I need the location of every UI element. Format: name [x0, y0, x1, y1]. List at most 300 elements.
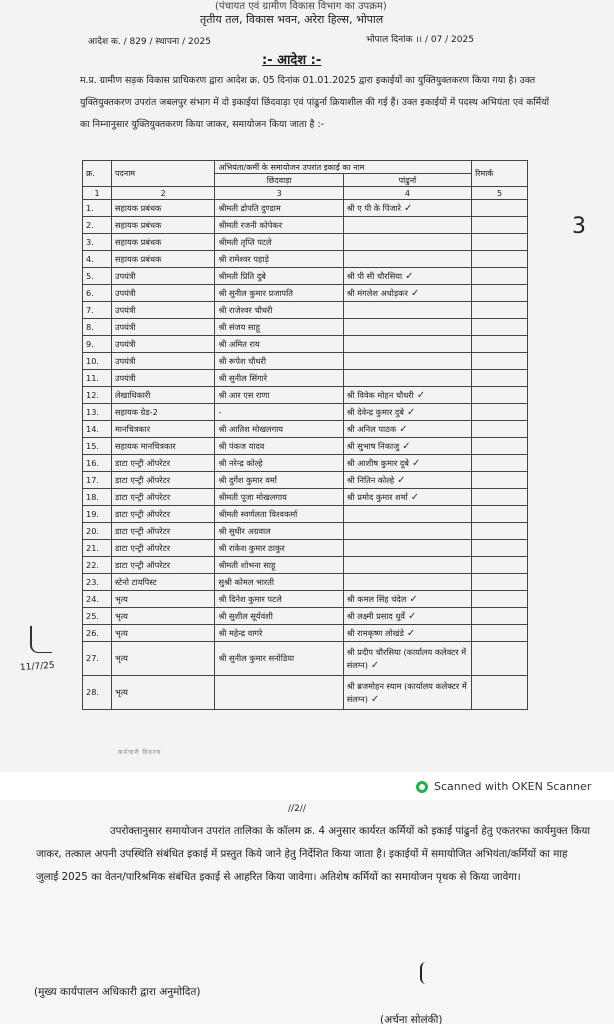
- row-unit-a-text: श्री सुधीर अग्रवाल: [218, 525, 271, 536]
- row-sn-text: 4.: [86, 253, 94, 264]
- row-unit-b: [343, 421, 471, 438]
- row-unit-a: [215, 387, 343, 404]
- row-sn: [83, 251, 112, 268]
- row-post: [111, 523, 214, 540]
- col-header-unit-b: पांढुर्ना: [343, 174, 471, 187]
- page2-paragraph: उपरोक्तानुसार समायोजन उपरांत तालिका के कॉलम क्र. 4 अनुसार कार्यरत कर्मियों को इकाई पांढुर्ना हेतु एकतरफा कार्यमुक्त किया जाकर, तत्काल अपनी उपस्थिति संबंधित इकाई में प्रस्तुत किये जाने हेतु निर्देशित किया जाता है। इकाईयों में समायोजित अभियंता/कर्मियों का माह जुलाई 2025 का वेतन/पारिश्रमिक संबंधित इकाई से आहरित किया जावेगा। अतिशेष कर्मियों का समायोजन पृथक से किया जावेगा।: [36, 825, 591, 883]
- row-unit-b-text: श्री ब्रजमोहन स्याम (कार्यालय कलेक्टर में संलग्न): [346, 680, 467, 704]
- row-post: [111, 574, 214, 591]
- row-post-text: सहायक प्रबंधक: [114, 236, 162, 247]
- row-post-text: सहायक प्रबंधक: [114, 253, 162, 264]
- row-unit-a: [215, 676, 343, 710]
- row-sn: [83, 574, 112, 591]
- row-remarks: [472, 489, 528, 506]
- row-post-text: डाटा एन्ट्री ऑपरेटर: [114, 491, 171, 502]
- row-sn: [83, 353, 112, 370]
- row-post: [111, 421, 214, 438]
- row-post-text: उपयंत्री: [114, 287, 136, 298]
- row-unit-b: [343, 268, 471, 285]
- row-sn: [83, 676, 112, 710]
- table-row: [83, 591, 528, 608]
- row-sn-text: 19.: [86, 508, 100, 519]
- table-row: [83, 438, 528, 455]
- row-unit-a: [215, 506, 343, 523]
- row-unit-a-text: श्री राजेश्वर चौधरी: [218, 304, 273, 315]
- row-sn-text: 18.: [86, 491, 100, 502]
- row-unit-b: [343, 387, 471, 404]
- row-post: [111, 625, 214, 642]
- row-post-text: सहायक ग्रेड-2: [114, 406, 158, 417]
- row-remarks: [472, 387, 528, 404]
- table-row: [83, 404, 528, 421]
- row-unit-a-text: सुश्री कोमल भारती: [218, 576, 274, 587]
- row-unit-a: [215, 268, 343, 285]
- row-sn: [83, 404, 112, 421]
- table-row: [83, 234, 528, 251]
- row-unit-b-text: श्री मंगलेश अधोड़कर: [346, 287, 408, 298]
- row-unit-a-text: श्रीमती पूजा मोखलगाय: [218, 491, 287, 502]
- row-unit-b: [343, 472, 471, 489]
- row-post: [111, 319, 214, 336]
- row-unit-a-text: श्री आर एस राणा: [218, 389, 270, 400]
- row-remarks: [472, 319, 528, 336]
- row-sn-text: 12.: [86, 389, 100, 400]
- row-unit-a: [215, 574, 343, 591]
- row-sn-text: 11.: [86, 372, 100, 383]
- row-post: [111, 217, 214, 234]
- row-post: [111, 676, 214, 710]
- row-sn: [83, 540, 112, 557]
- check-mark-icon: ✓: [416, 389, 426, 401]
- row-unit-a-text: श्री सुनील कुमार सनोडिया: [218, 653, 295, 663]
- row-unit-b-text: श्री लक्ष्मी प्रसाद धुर्वे: [346, 610, 405, 621]
- row-sn-text: 14.: [86, 423, 100, 434]
- row-remarks: [472, 251, 528, 268]
- check-mark-icon: ✓: [410, 491, 420, 503]
- row-unit-b: [343, 608, 471, 625]
- row-sn: [83, 557, 112, 574]
- row-sn: [83, 302, 112, 319]
- table-row: [83, 370, 528, 387]
- row-unit-a-text: श्री अमित राय: [218, 338, 260, 349]
- row-unit-b-text: श्री नितिन कोल्हे: [346, 474, 395, 485]
- table-row: [83, 523, 528, 540]
- row-remarks: [472, 608, 528, 625]
- row-sn-text: 6.: [86, 287, 94, 298]
- row-unit-b: [343, 319, 471, 336]
- row-post-text: स्टेनो टायपिस्ट: [114, 576, 157, 587]
- table-row: [83, 217, 528, 234]
- row-unit-b-text: श्री अनिल पाठक: [346, 423, 397, 434]
- row-unit-b: [343, 506, 471, 523]
- row-unit-a: [215, 472, 343, 489]
- row-unit-a: [215, 353, 343, 370]
- col-header-post: पदनाम: [111, 161, 214, 187]
- row-unit-a: [215, 438, 343, 455]
- row-sn-text: 1.: [86, 202, 94, 213]
- row-sn-text: 21.: [86, 542, 100, 553]
- row-remarks: [472, 200, 528, 217]
- row-unit-a-text: -: [218, 406, 222, 417]
- row-post-text: लेखाधिकारी: [114, 389, 151, 400]
- row-unit-a: [215, 557, 343, 574]
- row-sn-text: 24.: [86, 593, 100, 604]
- row-remarks: [472, 574, 528, 591]
- row-unit-a: [215, 251, 343, 268]
- row-post-text: भृत्य: [114, 593, 128, 604]
- check-mark-icon: ✓: [411, 457, 421, 469]
- check-mark-icon: ✓: [406, 627, 416, 639]
- row-unit-b-text: श्री पी सी चौरसिया: [346, 270, 403, 281]
- row-unit-a: [215, 625, 343, 642]
- table-row: [83, 302, 528, 319]
- row-sn-text: 28.: [86, 687, 100, 697]
- row-unit-b: [343, 200, 471, 217]
- row-sn: [83, 200, 112, 217]
- col-number: 3: [215, 187, 343, 200]
- col-header-sn: क्र.: [83, 161, 112, 187]
- col-header-group: अभियंता/कर्मी के समायोजन उपरांत इकाई का नाम: [215, 161, 472, 174]
- row-unit-a-text: श्री सुनील कुमार प्रजापति: [218, 287, 293, 298]
- row-post-text: उपयंत्री: [114, 270, 136, 281]
- row-post: [111, 370, 214, 387]
- row-sn: [83, 438, 112, 455]
- row-sn: [83, 285, 112, 302]
- scanner-label: Scanned with OKEN Scanner: [434, 780, 592, 793]
- row-unit-b: [343, 370, 471, 387]
- row-remarks: [472, 302, 528, 319]
- row-sn-text: 17.: [86, 474, 100, 485]
- row-sn-text: 23.: [86, 576, 100, 587]
- row-sn: [83, 455, 112, 472]
- row-unit-a: [215, 302, 343, 319]
- row-post: [111, 251, 214, 268]
- row-unit-b: [343, 455, 471, 472]
- row-unit-a: [215, 489, 343, 506]
- row-unit-b: [343, 336, 471, 353]
- row-remarks: [472, 455, 528, 472]
- col-number: 5: [472, 187, 528, 200]
- row-sn-text: 22.: [86, 559, 100, 570]
- left-margin-marks: [0, 90, 12, 490]
- row-unit-b: [343, 234, 471, 251]
- row-sn: [83, 489, 112, 506]
- row-sn: [83, 387, 112, 404]
- row-unit-b: [343, 285, 471, 302]
- table-row: [83, 642, 528, 676]
- row-post-text: भृत्य: [114, 610, 128, 621]
- table-row: [83, 489, 528, 506]
- row-post: [111, 506, 214, 523]
- row-unit-b-text: श्री ए पी के पिंजारे: [346, 202, 401, 213]
- row-post-text: उपयंत्री: [114, 372, 136, 383]
- table-row: [83, 251, 528, 268]
- row-post-text: उपयंत्री: [114, 355, 136, 366]
- order-title: :- आदेश :-: [262, 53, 322, 68]
- row-sn-text: 2.: [86, 219, 94, 230]
- row-unit-a-text: श्रीमती प्रिति दुबे: [218, 270, 266, 281]
- row-unit-a-text: श्रीमती तृप्ति पटले: [218, 236, 272, 247]
- row-unit-b: [343, 523, 471, 540]
- row-post: [111, 234, 214, 251]
- col-number: 4: [343, 187, 471, 200]
- header-address: तृतीय तल, विकास भवन, अरेरा हिल्स, भोपाल: [200, 13, 384, 26]
- row-post: [111, 285, 214, 302]
- row-sn-text: 16.: [86, 457, 100, 468]
- table-row: [83, 608, 528, 625]
- row-post: [111, 455, 214, 472]
- row-unit-a-text: श्रीमती द्रोपति दुण्डाम: [218, 202, 281, 213]
- row-sn-text: 8.: [86, 321, 94, 332]
- page-marker: 3: [572, 214, 586, 239]
- row-remarks: [472, 234, 528, 251]
- row-unit-b: [343, 489, 471, 506]
- margin-date: 11/7/25: [19, 660, 56, 674]
- row-post: [111, 268, 214, 285]
- row-unit-b: [343, 353, 471, 370]
- row-unit-a-text: श्री आतिश मोखलगाय: [218, 423, 284, 434]
- row-post-text: उपयंत्री: [114, 304, 136, 315]
- row-unit-a-text: श्रीमती रजनी कोपेकर: [218, 219, 283, 230]
- row-post: [111, 489, 214, 506]
- row-sn: [83, 625, 112, 642]
- row-sn-text: 10.: [86, 355, 100, 366]
- row-unit-a: [215, 319, 343, 336]
- row-sn-text: 5.: [86, 270, 94, 281]
- row-post-text: भृत्य: [114, 627, 128, 638]
- table-row: [83, 506, 528, 523]
- row-remarks: [472, 676, 528, 710]
- row-post-text: सहायक प्रबंधक: [114, 219, 162, 230]
- check-mark-icon: ✓: [402, 440, 411, 452]
- row-unit-b: [343, 591, 471, 608]
- row-post-text: डाटा एन्ट्री ऑपरेटर: [114, 525, 171, 536]
- check-mark-icon: ✓: [404, 202, 413, 214]
- table-row: [83, 268, 528, 285]
- table-row: [83, 387, 528, 404]
- row-sn-text: 27.: [86, 653, 100, 663]
- row-unit-a-text: श्री संजय साहू: [218, 321, 260, 332]
- table-row: [83, 455, 528, 472]
- row-unit-a: [215, 455, 343, 472]
- row-unit-b: [343, 625, 471, 642]
- adjustment-table: [82, 160, 528, 710]
- row-unit-a: [215, 234, 343, 251]
- row-unit-a: [215, 200, 343, 217]
- row-unit-a-text: श्री सुशील सूर्यवंशी: [218, 610, 273, 621]
- check-mark-icon: ✓: [406, 406, 416, 418]
- row-unit-b-text: श्री देवेन्द्र कुमार दुबे: [346, 406, 404, 417]
- row-post: [111, 336, 214, 353]
- row-unit-b-text: श्री विवेक मोहन चौधरी: [346, 389, 414, 400]
- row-unit-a: [215, 421, 343, 438]
- row-post-text: भृत्य: [114, 687, 128, 697]
- row-unit-a-text: श्री पंकज यादव: [218, 440, 265, 451]
- row-post-text: सहायक मानचित्रकार: [114, 440, 176, 451]
- row-sn: [83, 421, 112, 438]
- row-post: [111, 540, 214, 557]
- row-unit-b: [343, 574, 471, 591]
- row-remarks: [472, 217, 528, 234]
- row-sn: [83, 591, 112, 608]
- row-post: [111, 608, 214, 625]
- table-row: [83, 200, 528, 217]
- row-sn-text: 13.: [86, 406, 100, 417]
- table-row: [83, 557, 528, 574]
- row-post-text: डाटा एन्ट्री ऑपरेटर: [114, 559, 171, 570]
- row-unit-a-text: श्री सुनील सिंगारे: [218, 372, 268, 383]
- row-unit-b-text: श्री सुभाष निकाजु: [346, 440, 400, 451]
- intro-paragraph: म.प्र. ग्रामीण सड़क विकास प्राधिकरण द्वारा आदेश क्र. 05 दिनांक 01.01.2025 द्वारा इकाईयों का युक्तियुक्तकरण किया गया है। उक्त युक्तियुक्तकरण उपरांत जबलपुर संभाग में दो इकाईयां छिंदवाड़ा एवं पांढुर्ना क्रियाशील की गई हैं। उक्त इकाईयों में पदस्थ अभियंता एवं कर्मियों का निम्नानुसार युक्तियुक्तकरण किया जाकर, समायोजन किया जाता है :-: [80, 75, 550, 130]
- row-remarks: [472, 285, 528, 302]
- row-post-text: डाटा एन्ट्री ऑपरेटर: [114, 542, 171, 553]
- row-unit-a-text: श्री नरेन्द्र कोल्हे: [218, 457, 263, 468]
- row-sn: [83, 268, 112, 285]
- page2-number: //2//: [288, 804, 306, 814]
- row-unit-b: [343, 642, 471, 676]
- row-sn-text: 26.: [86, 627, 100, 638]
- row-unit-b-text: श्री प्रमोद कुमार शर्मा: [346, 491, 408, 502]
- col-number: 2: [111, 187, 214, 200]
- row-remarks: [472, 472, 528, 489]
- row-remarks: [472, 642, 528, 676]
- row-sn: [83, 370, 112, 387]
- row-sn-text: 3.: [86, 236, 94, 247]
- signer-name: (अर्चना सोलंकी): [380, 1014, 443, 1024]
- row-sn: [83, 319, 112, 336]
- table-row: [83, 574, 528, 591]
- row-post-text: उपयंत्री: [114, 321, 136, 332]
- margin-signature: [30, 626, 52, 653]
- row-unit-b-text: श्री कमल सिंह चंदेल: [346, 593, 407, 604]
- row-remarks: [472, 268, 528, 285]
- row-unit-b: [343, 540, 471, 557]
- row-unit-b: [343, 404, 471, 421]
- row-sn-text: 15.: [86, 440, 100, 451]
- row-post-text: भृत्य: [114, 653, 128, 663]
- row-unit-a: [215, 285, 343, 302]
- row-remarks: [472, 506, 528, 523]
- table-row: [83, 676, 528, 710]
- table-row: [83, 625, 528, 642]
- table-row: [83, 285, 528, 302]
- check-mark-icon: ✓: [397, 474, 406, 486]
- row-post-text: मानचित्रकार: [114, 423, 151, 434]
- row-remarks: [472, 336, 528, 353]
- row-sn: [83, 523, 112, 540]
- row-unit-a: [215, 540, 343, 557]
- row-post-text: डाटा एन्ट्री ऑपरेटर: [114, 457, 171, 468]
- row-sn-text: 9.: [86, 338, 94, 349]
- row-post-text: डाटा एन्ट्री ऑपरेटर: [114, 474, 171, 485]
- table-row: [83, 319, 528, 336]
- row-unit-a-text: श्रीमती शोभना साहू: [218, 559, 276, 570]
- col-number: 1: [83, 187, 112, 200]
- row-unit-b: [343, 217, 471, 234]
- row-unit-a-text: श्री दिनेश कुमार पटले: [218, 593, 282, 604]
- row-post: [111, 591, 214, 608]
- row-remarks: [472, 370, 528, 387]
- check-mark-icon: ✓: [405, 270, 414, 282]
- row-unit-b-text: श्री आशीष कुमार दुबे: [346, 457, 409, 468]
- row-remarks: [472, 625, 528, 642]
- row-unit-a: [215, 336, 343, 353]
- check-mark-icon: ✓: [409, 593, 418, 605]
- table-row: [83, 472, 528, 489]
- row-post: [111, 200, 214, 217]
- row-unit-b: [343, 438, 471, 455]
- row-unit-a: [215, 591, 343, 608]
- row-unit-a-text: श्रीमती स्वर्णलता विश्वकर्मा: [218, 508, 298, 519]
- row-unit-a-text: श्री रूपेश चौधरी: [218, 355, 266, 366]
- row-unit-b-text: श्री प्रदीप चौरसिया (कार्यालय कलेक्टर में संलग्न): [346, 646, 467, 670]
- scanner-logo-icon: [416, 781, 428, 793]
- table-row: [83, 353, 528, 370]
- row-post-text: उपयंत्री: [114, 338, 136, 349]
- row-unit-b-text: श्री रामकृष्ण लोखंडे: [346, 627, 404, 638]
- approved-note: (मुख्य कार्यपालन अधिकारी द्वारा अनुमोदित): [34, 986, 201, 998]
- row-post: [111, 302, 214, 319]
- row-unit-a: [215, 608, 343, 625]
- row-sn-text: 25.: [86, 610, 100, 621]
- row-sn: [83, 336, 112, 353]
- row-sn: [83, 472, 112, 489]
- check-mark-icon: ✓: [407, 610, 417, 622]
- table-row: [83, 336, 528, 353]
- row-remarks: [472, 404, 528, 421]
- scanned-page-2: [0, 800, 614, 1024]
- check-mark-icon: ✓: [410, 287, 420, 299]
- faint-footer-text: कर्मचारी विवरण: [118, 749, 162, 756]
- row-post: [111, 353, 214, 370]
- row-unit-b: [343, 557, 471, 574]
- row-unit-a: [215, 523, 343, 540]
- row-remarks: [472, 523, 528, 540]
- order-number: आदेश क. / 829 / स्थापना / 2025: [88, 37, 211, 47]
- row-post: [111, 642, 214, 676]
- row-unit-a-text: श्री रामेश्वर पहाड़े: [218, 253, 269, 264]
- scanner-watermark: [416, 780, 591, 793]
- signature-mark: [420, 962, 436, 984]
- row-unit-a: [215, 404, 343, 421]
- row-unit-b: [343, 251, 471, 268]
- row-unit-a: [215, 642, 343, 676]
- row-unit-a: [215, 217, 343, 234]
- row-post: [111, 438, 214, 455]
- row-post: [111, 387, 214, 404]
- order-date: भोपाल दिनांक ।। / 07 / 2025: [366, 35, 474, 45]
- row-post-text: डाटा एन्ट्री ऑपरेटर: [114, 508, 171, 519]
- row-post-text: सहायक प्रबंधक: [114, 202, 162, 213]
- col-header-unit-a: छिंदवाड़ा: [215, 174, 343, 187]
- row-unit-a-text: श्री राकेश कुमार ठाकुर: [218, 542, 285, 553]
- check-mark-icon: ✓: [370, 693, 380, 705]
- row-remarks: [472, 591, 528, 608]
- row-post: [111, 404, 214, 421]
- check-mark-icon: ✓: [399, 423, 408, 435]
- row-sn-text: 7.: [86, 304, 94, 315]
- header-top-line: (पंचायत एवं ग्रामीण विकास विभाग का उपक्रम): [215, 1, 387, 12]
- row-remarks: [472, 421, 528, 438]
- row-sn: [83, 234, 112, 251]
- row-unit-b: [343, 302, 471, 319]
- row-post: [111, 557, 214, 574]
- row-sn: [83, 217, 112, 234]
- row-remarks: [472, 557, 528, 574]
- row-post: [111, 472, 214, 489]
- row-unit-b: [343, 676, 471, 710]
- row-sn: [83, 506, 112, 523]
